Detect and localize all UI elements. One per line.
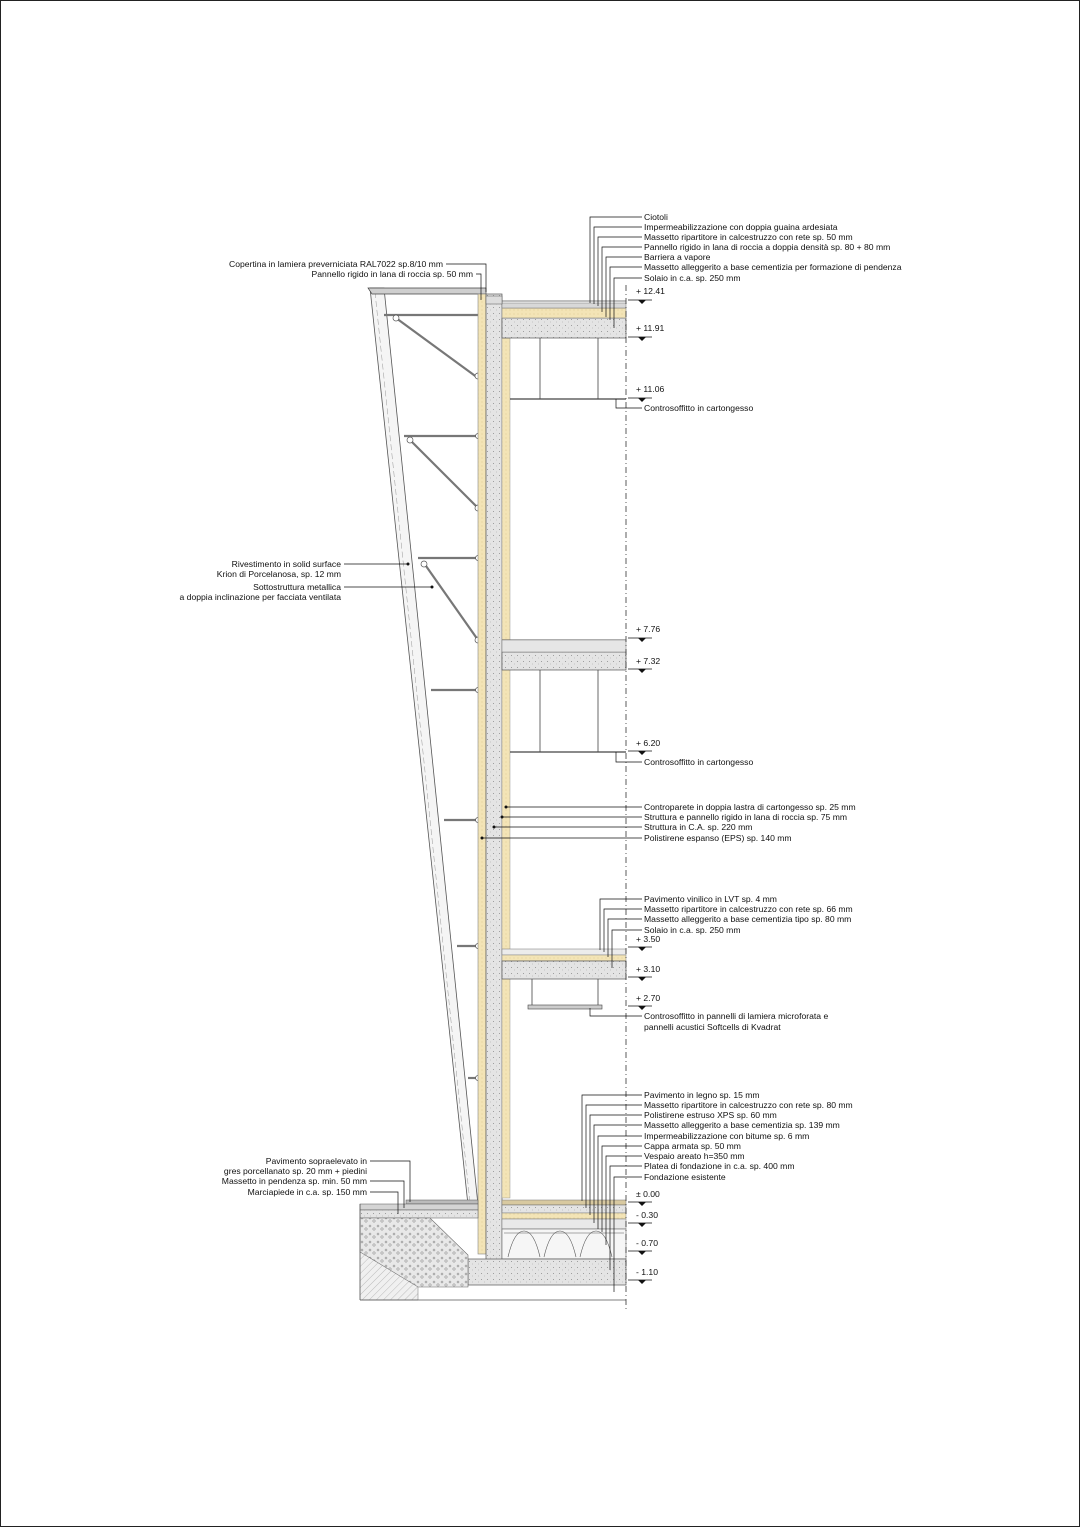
exterior-label: Marciapiede in c.a. sp. 150 mm (247, 1187, 367, 1197)
coping (368, 288, 486, 294)
wall-annotations (481, 802, 856, 843)
ceiling-label: Controsoffitto in cartongesso (644, 757, 754, 767)
floor1-label: Massetto alleggerito a base cementizia tipo sp. 80 mm (644, 914, 852, 924)
vespaio (502, 1229, 626, 1259)
exterior-label: Pavimento sopraelevato in (265, 1156, 367, 1166)
roof-label: Pannello rigido in lana di roccia a doppia densità sp. 80 + 80 mm (644, 242, 891, 252)
level-label: + 7.76 (636, 624, 661, 634)
ceiling-annotations (616, 399, 753, 767)
cladding-annotations (180, 559, 434, 602)
level-label: + 11.06 (636, 384, 665, 394)
level-label: - 0.30 (636, 1210, 658, 1220)
roof-label: Solaio in c.a. sp. 250 mm (644, 273, 741, 283)
coping-label: Copertina in lamiera preverniciata RAL7022 sp.8/10 mm (229, 259, 443, 269)
ground-label: Cappa armata sp. 50 mm (644, 1141, 741, 1151)
ground-label: Pavimento in legno sp. 15 mm (644, 1090, 760, 1100)
acoustic-label: pannelli acustici Softcells di Kvadrat (644, 1022, 781, 1032)
ground-label: Impermeabilizzazione con bitume sp. 6 mm (644, 1131, 810, 1141)
ground-label: Massetto alleggerito a base cementizia sp. 139 mm (644, 1120, 840, 1130)
exterior-label: gres porcellanato sp. 20 mm + piedini (223, 1166, 367, 1176)
roof-label: Massetto alleggerito a base cementizia per formazione di pendenza (644, 262, 902, 272)
level-label: + 11.91 (636, 323, 665, 333)
level-marker (628, 1210, 658, 1227)
level-marker (628, 964, 660, 981)
level-marker (628, 1267, 658, 1284)
level-label: ± 0.00 (636, 1189, 660, 1199)
level-label: + 2.70 (636, 993, 661, 1003)
inner-lining (502, 338, 510, 1198)
level-label: + 3.10 (636, 964, 661, 974)
mid-slab (502, 652, 626, 670)
ground-label: Vespaio areato h=350 mm (644, 1151, 745, 1161)
wall-label: Controparete in doppia lastra di cartongesso sp. 25 mm (644, 802, 856, 812)
eps-insulation (478, 294, 486, 1254)
level-label: + 7.32 (636, 656, 661, 666)
wall-label: Struttura e pannello rigido in lana di roccia sp. 75 mm (644, 812, 848, 822)
ceiling-label: Controsoffitto in cartongesso (644, 403, 754, 413)
coping-label: Pannello rigido in lana di roccia sp. 50 mm (311, 269, 473, 279)
wall-label: Polistirene espanso (EPS) sp. 140 mm (644, 833, 792, 843)
ground-label: Platea di fondazione in c.a. sp. 400 mm (644, 1161, 795, 1171)
level-marker (628, 993, 660, 1010)
cladding-label: a doppia inclinazione per facciata ventilata (179, 592, 341, 602)
roof-slab (502, 318, 626, 338)
cladding-label: Krion di Porcelanosa, sp. 12 mm (216, 569, 341, 579)
concrete-wall (486, 294, 502, 1284)
floor1-annotations (600, 894, 853, 968)
acoustic-label: Controsoffitto in pannelli di lamiera microforata e (644, 1011, 829, 1021)
foundation-raft (468, 1259, 626, 1285)
floor1-label: Pavimento vinilico in LVT sp. 4 mm (644, 894, 777, 904)
wall-label: Struttura in C.A. sp. 220 mm (644, 822, 753, 832)
cladding-label: Sottostruttura metallica (253, 582, 341, 592)
exterior-label: Massetto in pendenza sp. min. 50 mm (221, 1176, 367, 1186)
level-label: - 0.70 (636, 1238, 658, 1248)
roof-label: Ciotoli (644, 212, 668, 222)
roof-label: Impermeabilizzazione con doppia guaina ardesiata (644, 222, 838, 232)
level-marker (628, 738, 660, 755)
level-label: + 6.20 (636, 738, 661, 748)
floor1-label: Massetto ripartitore in calcestruzzo con rete sp. 66 mm (644, 904, 853, 914)
roof-label: Barriera a vapore (644, 252, 711, 262)
ground-label: Polistirene estruso XPS sp. 60 mm (644, 1110, 777, 1120)
level-marker (628, 323, 664, 341)
ground-label: Massetto ripartitore in calcestruzzo con rete sp. 80 mm (644, 1100, 853, 1110)
level-marker (628, 384, 664, 402)
cladding-label: Rivestimento in solid surface (231, 559, 341, 569)
level-label: + 12.41 (636, 286, 665, 296)
level-marker (628, 656, 660, 673)
roof-annotations (590, 212, 902, 328)
level-marker (628, 286, 665, 304)
level-marker (628, 1238, 658, 1255)
level-marker (628, 934, 660, 951)
level-marker (628, 624, 660, 642)
first-slab (502, 961, 626, 979)
cladding-panel (370, 288, 478, 1205)
level-label: - 1.10 (636, 1267, 658, 1277)
floor1-label: Solaio in c.a. sp. 250 mm (644, 925, 741, 935)
ground-label: Fondazione esistente (644, 1172, 726, 1182)
level-marker (628, 1189, 660, 1206)
roof-label: Massetto ripartitore in calcestruzzo con rete sp. 50 mm (644, 232, 853, 242)
level-label: + 3.50 (636, 934, 661, 944)
